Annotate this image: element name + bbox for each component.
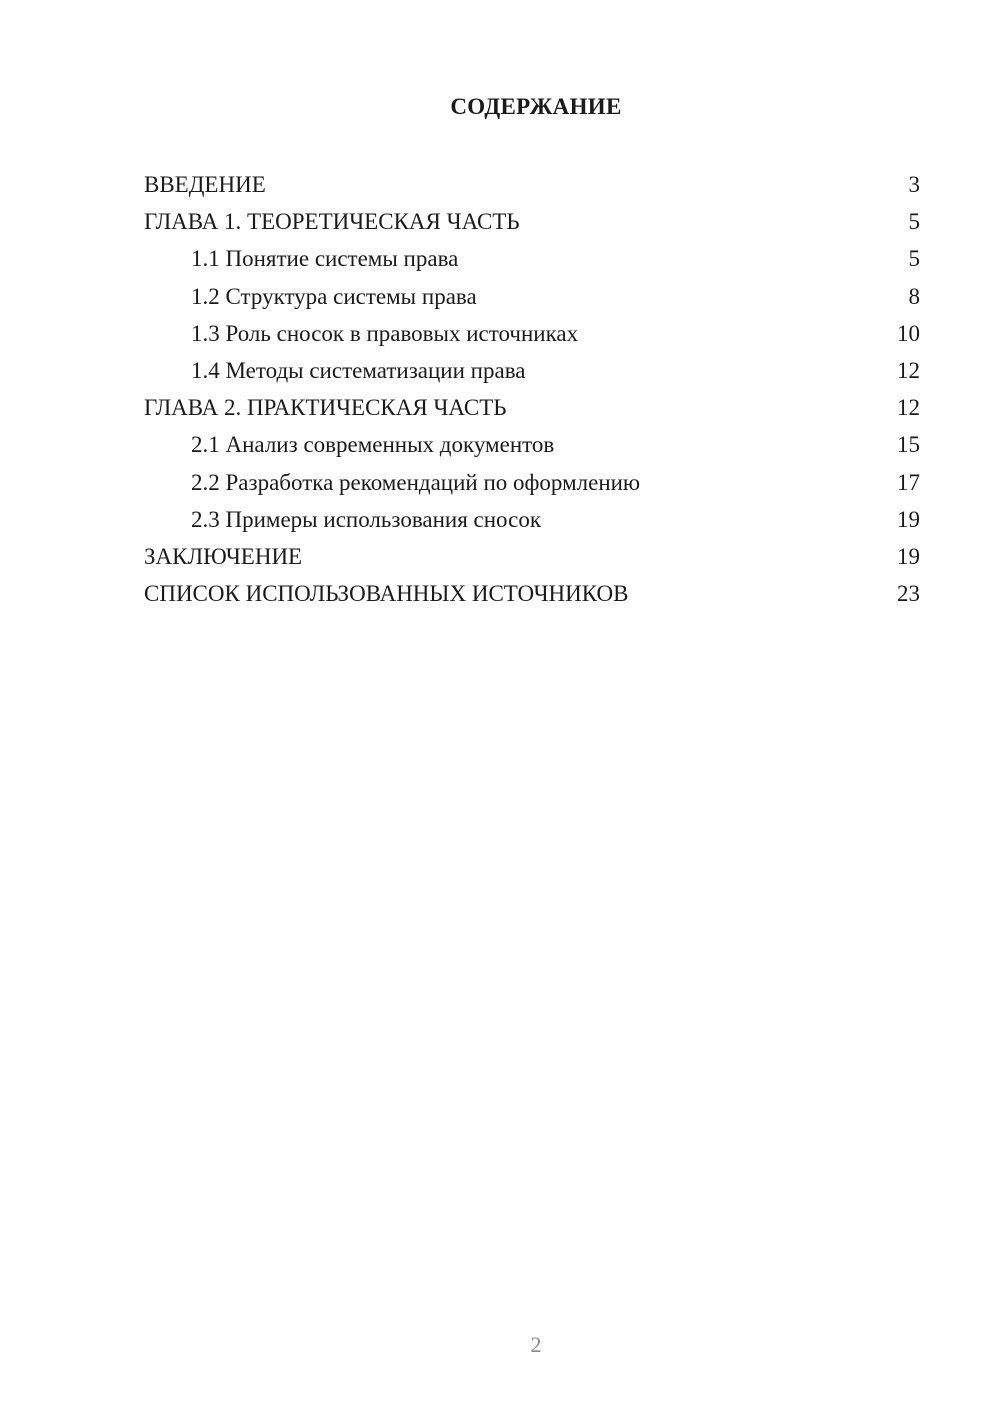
toc-entry-label: ВВЕДЕНИЕ <box>144 172 266 197</box>
toc-entry-section-1-4 <box>144 352 920 389</box>
toc-title: СОДЕРЖАНИЕ <box>450 94 622 119</box>
toc-entry-conclusion <box>144 538 920 575</box>
toc-entry-introduction <box>144 166 920 203</box>
toc-entry-label: 1.3 Роль сносок в правовых источниках <box>191 320 579 346</box>
toc-entry-label: 2.3 Примеры использования сносок <box>191 506 542 532</box>
toc-entry-page: 17 <box>897 469 920 495</box>
toc-entry-label: СПИСОК ИСПОЛЬЗОВАННЫХ ИСТОЧНИКОВ <box>144 581 629 607</box>
toc-entry-section-2-2 <box>144 464 920 501</box>
toc-entry-page: 19 <box>897 543 920 569</box>
toc-entry-label: 1.1 Понятие системы права <box>191 246 459 272</box>
toc-entry-section-2-1 <box>144 426 920 463</box>
toc-entry-page: 23 <box>897 581 920 607</box>
toc-entry-page: 12 <box>897 357 920 383</box>
toc-entry-label: 2.2 Разработка рекомендаций по оформлению <box>191 469 641 495</box>
toc-entry-references <box>144 575 920 612</box>
toc-entry-section-2-3 <box>144 501 920 538</box>
toc-entry-section-1-3 <box>144 315 920 352</box>
toc-entry-label: 1.2 Структура системы права <box>191 283 477 309</box>
toc-entry-page: 19 <box>897 506 920 532</box>
toc-entry-label: 2.1 Анализ современных документов <box>191 432 555 458</box>
table-of-contents <box>144 166 920 612</box>
toc-entry-section-1-1 <box>144 240 920 277</box>
toc-entry-chapter-1 <box>144 203 920 240</box>
toc-entry-page: 8 <box>908 283 920 309</box>
toc-entry-page: 10 <box>897 320 920 346</box>
toc-entry-label: ГЛАВА 2. ПРАКТИЧЕСКАЯ ЧАСТЬ <box>144 395 507 421</box>
toc-entry-section-1-2 <box>144 278 920 315</box>
toc-entry-label: 1.4 Методы систематизации права <box>191 357 526 383</box>
toc-entry-page: 5 <box>908 246 920 272</box>
toc-entry-page: 3 <box>908 172 920 197</box>
toc-entry-label: ЗАКЛЮЧЕНИЕ <box>144 543 303 569</box>
toc-entry-page: 15 <box>897 432 920 458</box>
toc-entry-chapter-2 <box>144 389 920 426</box>
page-number: 2 <box>530 1332 542 1357</box>
toc-entry-page: 5 <box>908 209 920 235</box>
toc-entry-label: ГЛАВА 1. ТЕОРЕТИЧЕСКАЯ ЧАСТЬ <box>144 209 520 235</box>
toc-entry-page: 12 <box>897 395 920 421</box>
